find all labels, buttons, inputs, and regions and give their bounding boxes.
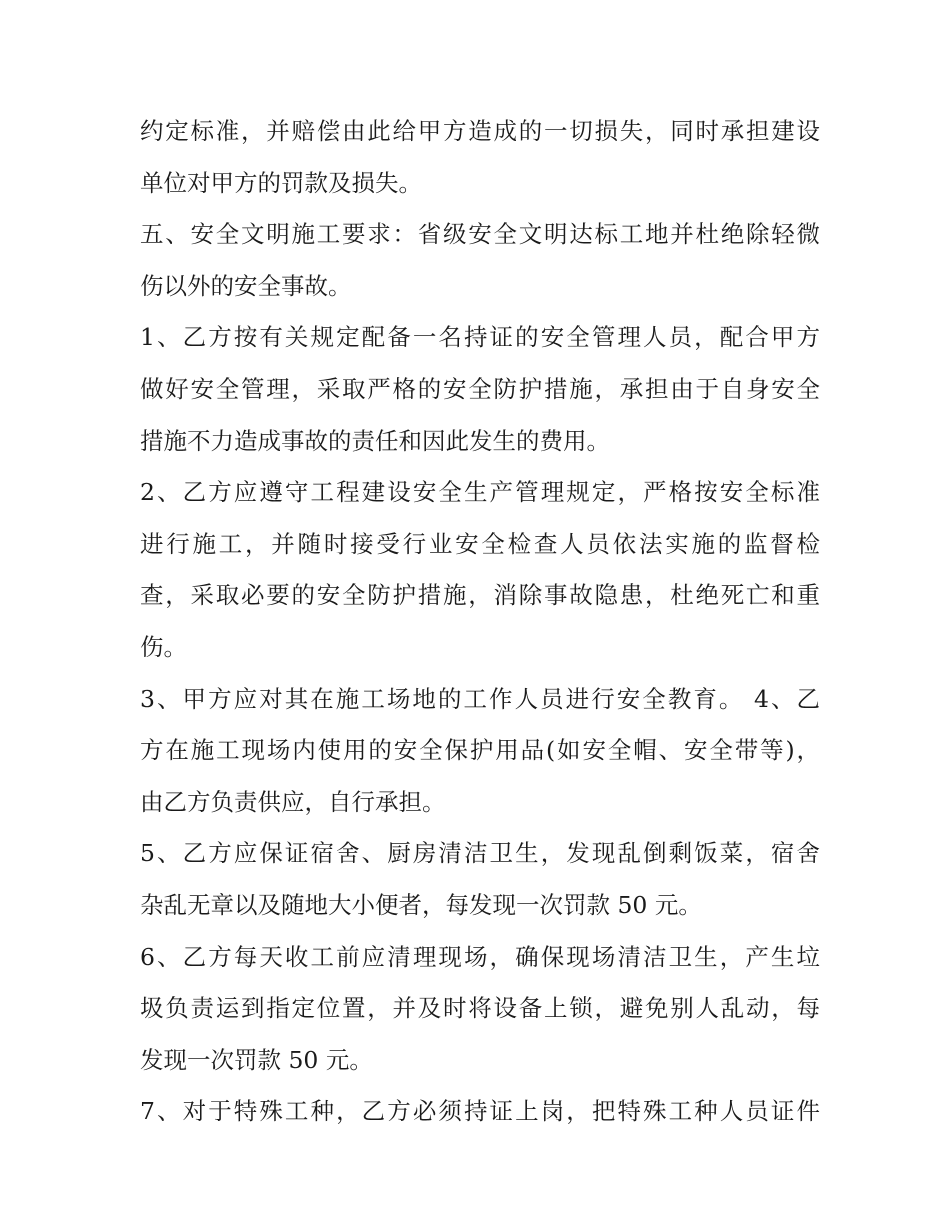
text-line: 查，采取必要的安全防护措施，消除事故隐患，杜绝死亡和重 — [140, 581, 820, 610]
text-line: 单位对甲方的罚款及损失。 — [140, 168, 422, 197]
list-item-line: 3、甲方应对其在施工场地的工作人员进行安全教育。 4、乙 — [140, 684, 820, 713]
list-item-line: 7、对于特殊工种，乙方必须持证上岗，把特殊工种人员证件 — [140, 1097, 820, 1126]
text-line: 措施不力造成事故的责任和因此发生的费用。 — [140, 426, 610, 455]
list-item-line: 1、乙方按有关规定配备一名持证的安全管理人员，配合甲方 — [140, 323, 820, 352]
list-item-line: 5、乙方应保证宿舍、厨房清洁卫生，发现乱倒剩饭菜，宿舍 — [140, 839, 820, 868]
text-line: 方在施工现场内使用的安全保护用品(如安全帽、安全带等)， — [140, 736, 820, 765]
list-item-line: 2、乙方应遵守工程建设安全生产管理规定，严格按安全标准 — [140, 478, 820, 507]
text-line: 由乙方负责供应，自行承担。 — [140, 787, 446, 816]
text-line: 进行施工，并随时接受行业安全检查人员依法实施的监督检 — [140, 529, 820, 558]
list-item-line: 6、乙方每天收工前应清理现场，确保现场清洁卫生，产生垃 — [140, 942, 820, 971]
section-heading-line: 五、安全文明施工要求：省级安全文明达标工地并杜绝除轻微 — [140, 220, 820, 249]
document-body — [140, 106, 820, 1138]
text-line: 圾负责运到指定位置，并及时将设备上锁，避免别人乱动，每 — [140, 994, 820, 1023]
text-line: 约定标准，并赔偿由此给甲方造成的一切损失，同时承担建设 — [140, 117, 820, 145]
text-line: 杂乱无章以及随地大小便者，每发现一次罚款 50 元。 — [140, 890, 702, 919]
text-line: 做好安全管理，采取严格的安全防护措施，承担由于自身安全 — [140, 374, 820, 403]
text-line: 发现一次罚款 50 元。 — [140, 1045, 373, 1074]
text-line: 伤。 — [140, 632, 187, 661]
text-line: 伤以外的安全事故。 — [140, 271, 352, 300]
